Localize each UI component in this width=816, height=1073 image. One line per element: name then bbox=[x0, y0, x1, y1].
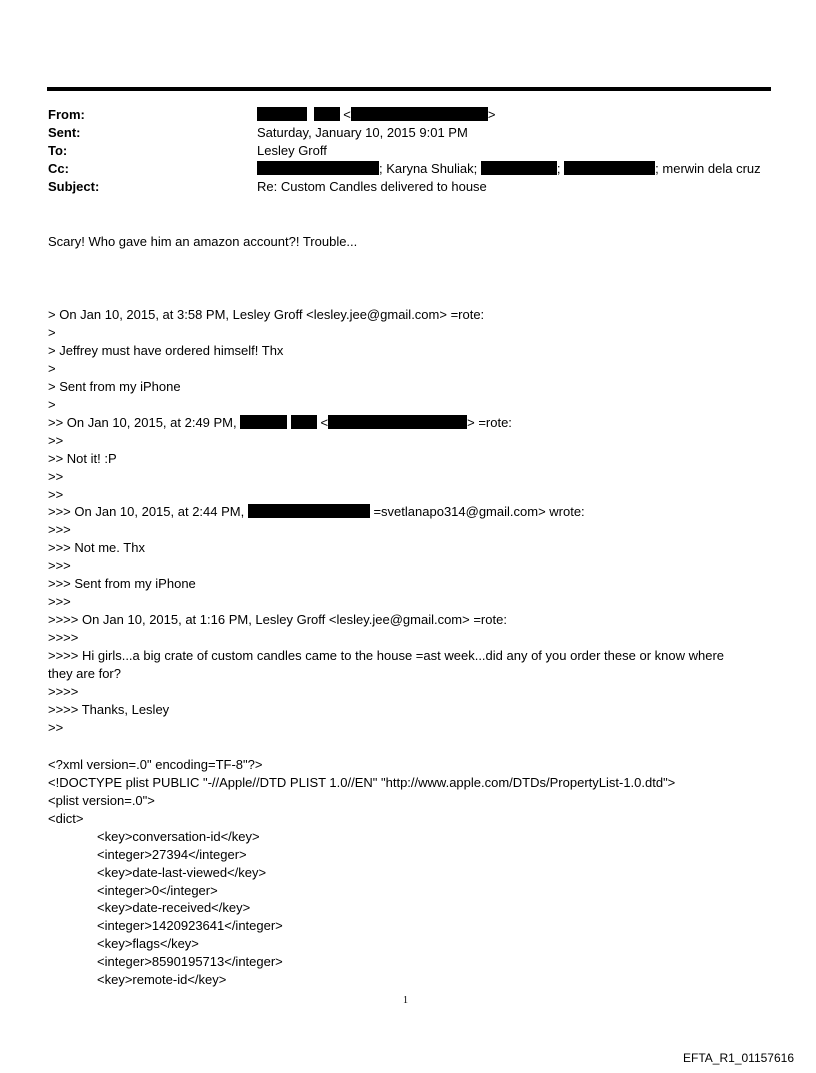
redaction-box bbox=[257, 107, 307, 121]
to-label: To: bbox=[48, 143, 68, 158]
cc-value bbox=[257, 160, 761, 178]
quote-line: >>> Sent from my iPhone bbox=[48, 576, 196, 591]
subject-label: Subject: bbox=[48, 179, 100, 194]
xml-line: <key>flags</key> bbox=[97, 936, 199, 951]
quote-line: >>>> On Jan 10, 2015, at 1:16 PM, Lesley Groff <lesley.jee@gmail.com> =rote: bbox=[48, 612, 507, 627]
quote-suffix: =svetlanapo314@gmail.com> wrote: bbox=[373, 504, 585, 519]
redaction-box bbox=[257, 161, 379, 175]
to-value: Lesley Groff bbox=[257, 143, 327, 158]
cc-label: Cc: bbox=[48, 161, 69, 176]
quote-line: > Sent from my iPhone bbox=[48, 379, 181, 394]
xml-line: <key>conversation-id</key> bbox=[97, 829, 260, 844]
quote-line: >> bbox=[48, 433, 64, 448]
quote-prefix: >>> On Jan 10, 2015, at 2:44 PM, bbox=[48, 504, 245, 519]
xml-line: <key>remote-id</key> bbox=[97, 972, 227, 987]
quote-line bbox=[48, 415, 512, 430]
quote-line: > bbox=[48, 397, 56, 412]
sent-value: Saturday, January 10, 2015 9:01 PM bbox=[257, 125, 468, 140]
xml-line: <integer>27394</integer> bbox=[97, 847, 247, 862]
quote-line: > bbox=[48, 361, 56, 376]
xml-line: <integer>8590195713</integer> bbox=[97, 954, 283, 969]
quote-line: >>>> bbox=[48, 630, 79, 645]
xml-line: <integer>1420923641</integer> bbox=[97, 918, 283, 933]
quote-line: they are for? bbox=[48, 666, 121, 681]
quote-line bbox=[48, 504, 585, 519]
cc-part1: ; Karyna Shuliak; bbox=[379, 161, 478, 176]
subject-value: Re: Custom Candles delivered to house bbox=[257, 179, 487, 194]
header-rule bbox=[47, 87, 771, 91]
quote-line: >> bbox=[48, 487, 64, 502]
body-intro: Scary! Who gave him an amazon account?! Trouble... bbox=[48, 234, 358, 249]
xml-line: <?xml version=.0" encoding=TF-8"?> bbox=[48, 757, 263, 772]
quote-line: >> bbox=[48, 720, 64, 735]
redaction-box bbox=[314, 107, 340, 121]
xml-line: <dict> bbox=[48, 811, 84, 826]
quote-line: > Jeffrey must have ordered himself! Thx bbox=[48, 343, 284, 358]
xml-line: <key>date-received</key> bbox=[97, 900, 251, 915]
quote-line: >>> bbox=[48, 558, 71, 573]
xml-line: <plist version=.0"> bbox=[48, 793, 155, 808]
from-lt: < bbox=[343, 107, 351, 122]
redaction-box bbox=[351, 107, 488, 121]
quote-line: >>>> Hi girls...a big crate of custom candles came to the house =ast week...did any of you order these or know where bbox=[48, 648, 725, 663]
from-value bbox=[257, 106, 495, 124]
redaction-box bbox=[564, 161, 655, 175]
quote-line: >>> bbox=[48, 522, 71, 537]
xml-line: <integer>0</integer> bbox=[97, 883, 218, 898]
redaction-box bbox=[328, 415, 467, 429]
quote-line: >>>> bbox=[48, 684, 79, 699]
quote-line: >>>> Thanks, Lesley bbox=[48, 702, 170, 717]
quote-line: >>> Not me. Thx bbox=[48, 540, 145, 555]
redaction-box bbox=[291, 415, 317, 429]
quote-lt: < bbox=[320, 415, 329, 430]
cc-part3: ; merwin dela cruz bbox=[655, 161, 761, 176]
quote-suffix: > =rote: bbox=[467, 415, 512, 430]
cc-part2: ; bbox=[556, 161, 561, 176]
quote-prefix: >> On Jan 10, 2015, at 2:49 PM, bbox=[48, 415, 237, 430]
from-label: From: bbox=[48, 107, 85, 122]
sent-label: Sent: bbox=[48, 125, 81, 140]
redaction-box bbox=[248, 504, 370, 518]
quote-line: >>> bbox=[48, 594, 71, 609]
redaction-box bbox=[240, 415, 287, 429]
quote-line: >> Not it! :P bbox=[48, 451, 117, 466]
from-gt: > bbox=[487, 107, 496, 122]
quote-line: > bbox=[48, 325, 56, 340]
bates-number: EFTA_R1_01157616 bbox=[683, 1051, 794, 1065]
quote-line: > On Jan 10, 2015, at 3:58 PM, Lesley Groff <lesley.jee@gmail.com> =rote: bbox=[48, 307, 485, 322]
quote-line: >> bbox=[48, 469, 64, 484]
xml-line: <!DOCTYPE plist PUBLIC "-//Apple//DTD PLIST 1.0//EN" "http://www.apple.com/DTDs/PropertyList-1.0.dtd"> bbox=[48, 775, 676, 790]
xml-line: <key>date-last-viewed</key> bbox=[97, 865, 267, 880]
redaction-box bbox=[481, 161, 557, 175]
page-number: 1 bbox=[403, 995, 408, 1006]
